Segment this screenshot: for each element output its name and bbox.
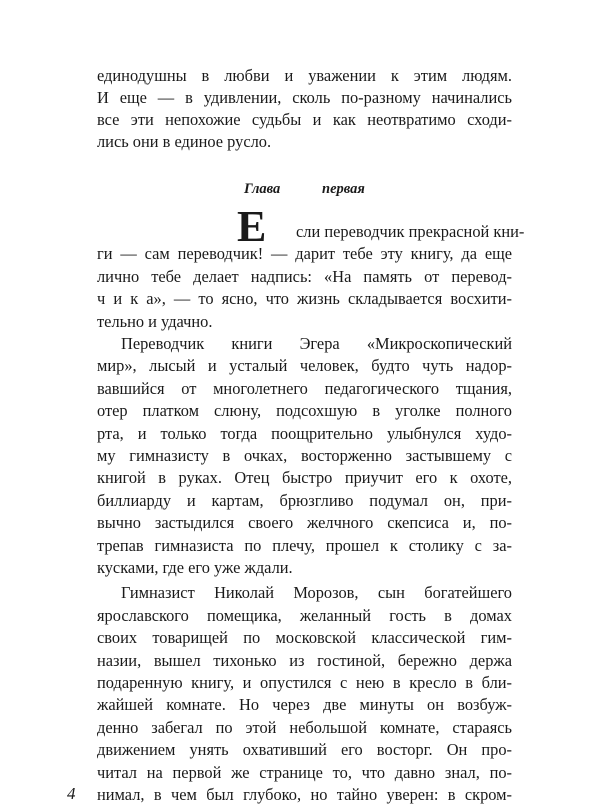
text-line: биллиарду и картам, брюзгливо подумал он, при- — [97, 490, 512, 510]
text-line: му гимназисту в очках, восторженно застывшему с — [97, 446, 512, 465]
text-line: рта, и только тогда поощрительно улыбнулся худо- — [97, 423, 512, 443]
text-line: движением унять охвативший его восторг. Он про- — [97, 740, 512, 760]
text-line: вавшийся от многолетнего педагогического тщания, — [97, 378, 512, 398]
text-line: трепав гимназиста по плечу, прошел к столику с за- — [97, 535, 512, 555]
text-line: ярославского помещика, желанный гость в домах — [97, 605, 512, 625]
text-line: ги — сам переводчик! — дарит тебе эту книгу, да еще — [97, 244, 512, 264]
text-line: читал на первой же странице то, что давно знал, по- — [97, 762, 512, 782]
text-line: жайшей комнате. Но через две минуты он возбуж- — [97, 695, 512, 715]
text-line: вычно застыдился своего желчного скепсиса и, по- — [97, 513, 512, 533]
text-line: лись они в единое русло. — [97, 132, 272, 151]
text-line: Гимназист Николай Морозов, сын богатейшего — [121, 583, 512, 603]
text-line: все эти непохожие судьбы и как неотвратимо сходи- — [97, 110, 512, 129]
chapter-word-glava: Глава — [244, 181, 281, 197]
text-line: денно забегал по этой небольшой комнате, стараясь — [97, 717, 512, 737]
text-line: нимал, в чем был глубоко, но тайно уверен: в скром- — [97, 785, 512, 804]
text-line: тельно и удачно. — [97, 311, 213, 331]
text-line: сли переводчик прекрасной кни- — [296, 222, 525, 241]
text-line: Переводчик книги Эгера «Микроскопический — [121, 334, 512, 353]
chapter-word-pervaya: первая — [322, 181, 365, 197]
text-line: своих товарищей по московской классической гим- — [97, 628, 512, 648]
text-line: И еще — в удивлении, сколь по-разному начинались — [97, 88, 512, 107]
text-line: кусками, где его уже ждали. — [97, 558, 293, 577]
text-line: книгой в руках. Отец быстро приучит его к охоте, — [97, 468, 512, 488]
text-line: единодушны в любви и уважении к этим людям. — [97, 66, 512, 85]
text-line: назии, вышел тихонько из гостиной, бережно держа — [97, 650, 512, 670]
drop-cap: Е — [237, 202, 267, 251]
text-line: подаренную книгу, и опустился с нею в кресло в бли- — [97, 673, 512, 692]
text-line: ч и к а», — то ясно, что жизнь складывается восхити- — [97, 289, 512, 309]
text-line: лично тебе делает надпись: «На память от перевод- — [97, 266, 512, 286]
text-line: мир», лысый и усталый человек, будто чуть надор- — [97, 356, 512, 376]
text-line: отер платком слюну, подсохшую в уголке полного — [97, 401, 512, 421]
page-number: 4 — [67, 784, 76, 803]
